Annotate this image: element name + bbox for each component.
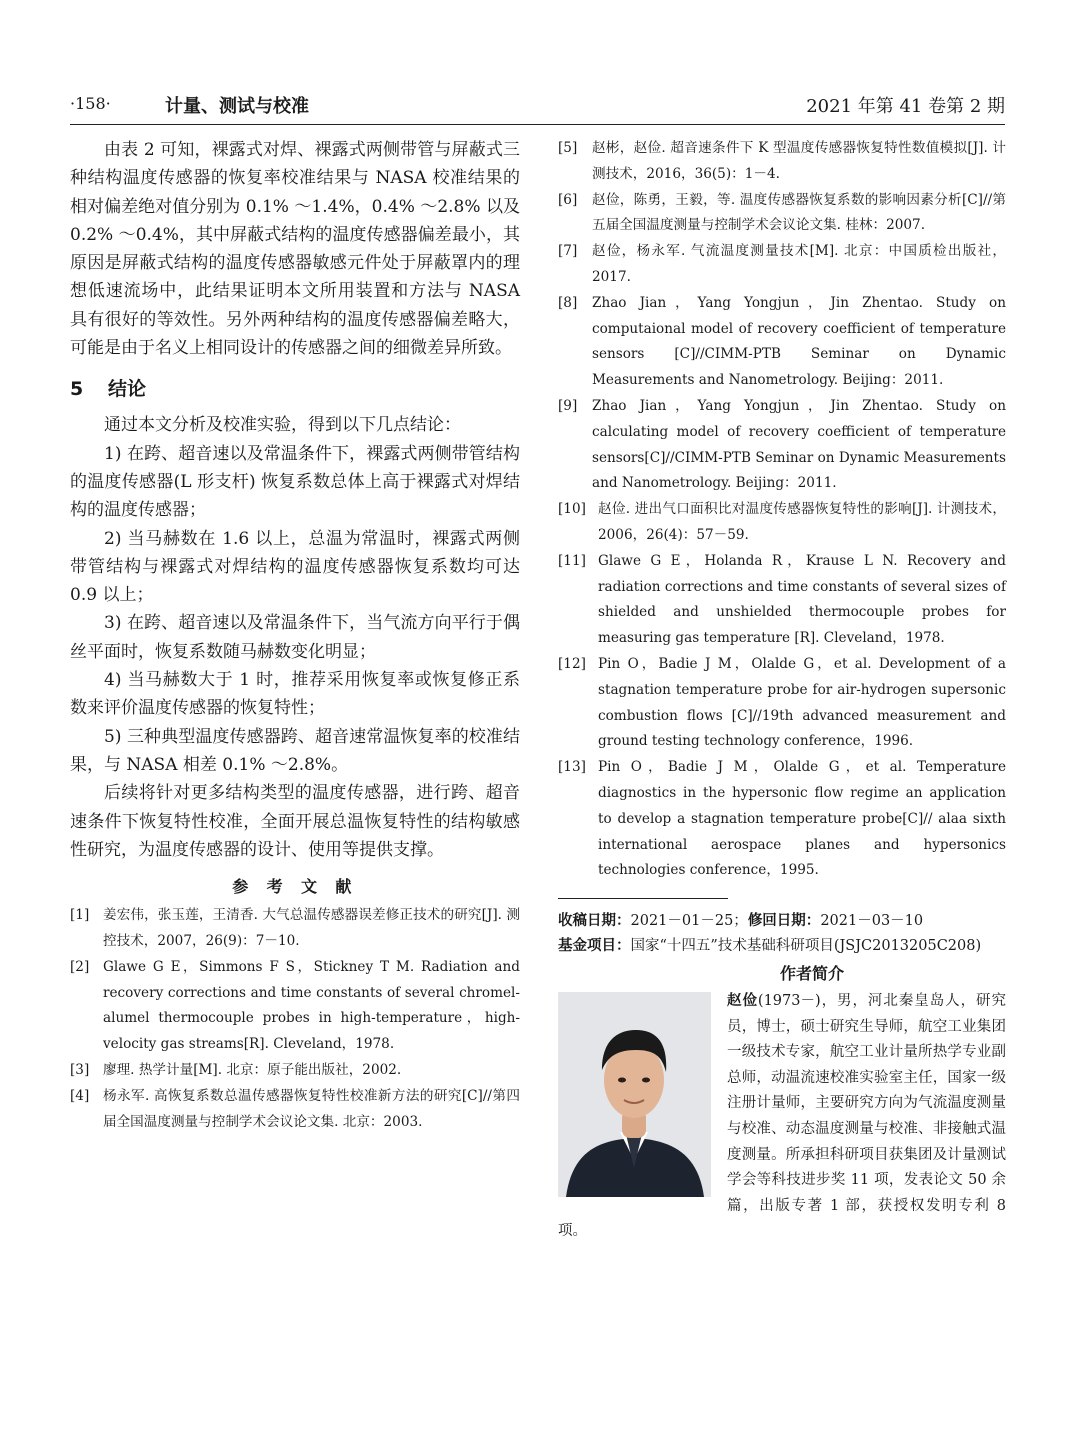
- reference-number: [4]: [70, 1087, 90, 1104]
- conclusion-intro: 通过本文分析及校准实验，得到以下几点结论：: [104, 415, 461, 436]
- received-label: 收稿日期：: [558, 913, 631, 930]
- reference-item: [558, 394, 1006, 497]
- reference-text: 杨永军. 高恢复系数总温传感器恢复特性校准新方法的研究[C]//第四届全国温度测量与控制学术会议论文集. 北京：2003.: [103, 1087, 520, 1130]
- reference-number: [11]: [558, 552, 586, 569]
- reference-item: [70, 1084, 520, 1136]
- author-bio-text: (1973－)，男，河北秦皇岛人，研究员，博士，硕士研究生导师，航空工业集团一级技术专家，航空工业计量所热学专业副总师，动温流速校准实验室主任，国家一级注册计量师，主要研究方向为气流温度测量与校准、动态温度测量与校准、非接触式温度测量。所承担科研项目获集团及计量测试学会等科技进步奖 11 项，发表论文 50 余篇，出版专著 1 部，获授权发明专利 8 项。: [558, 993, 1007, 1240]
- reference-number: [2]: [70, 958, 90, 975]
- fund-line: [558, 934, 1006, 959]
- fund-label: 基金项目：: [558, 938, 631, 955]
- reference-item: [558, 291, 1006, 394]
- reference-text: 赵俭，陈勇，王毅，等. 温度传感器恢复系数的影响因素分析[C]//第五届全国温度测量与控制学术会议论文集. 桂林：2007.: [592, 191, 1006, 234]
- page-header: [70, 88, 1005, 125]
- section-title: 结论: [108, 378, 147, 401]
- intro-paragraph: 由表 2 可知，裸露式对焊、裸露式两侧带管与屏蔽式三种结构温度传感器的恢复率校准结果与 NASA 校准结果的相对偏差绝对值分别为 0.1% ～1.4%，0.4% ～2.8% 以及 0.2% ～0.4%，其中屏蔽式结构的温度传感器偏差最小，其原因是屏蔽式结构的温度传感器敏感元件处于屏蔽罩内的理想低速流场中，此结果证明本文所用装置和方法与 NASA 具有很好的等效性。另外两种结构的温度传感器偏差略大，可能是由于名义上相同设计的传感器之间的细微差异所致。: [70, 140, 520, 359]
- reference-number: [6]: [558, 191, 578, 208]
- conclusion-point-4: 4) 当马赫数大于 1 时，推荐采用恢复率或恢复修正系数来评价温度传感器的恢复特性；: [70, 670, 520, 719]
- reference-item: [558, 652, 1006, 755]
- reference-item: [70, 1058, 520, 1084]
- footnote-divider: [558, 898, 728, 899]
- author-portrait-icon: [558, 992, 711, 1197]
- reference-item: [70, 903, 520, 955]
- section-number: 5: [70, 378, 84, 401]
- reference-text: Glawe G E，Holanda R，Krause L N. Recovery and radiation corrections and time constants of several sizes of shielded and unshielded thermocouple probes for measuring gas temperature [R]. Cleveland，1978.: [598, 552, 1006, 647]
- references-heading: 参 考 文 献: [232, 877, 358, 897]
- reference-item: [558, 188, 1006, 240]
- reference-item: [558, 549, 1006, 652]
- reference-text: Glawe G E，Simmons F S，Stickney T M. Radiation and recovery corrections and time constants of several chromel-alumel thermocouple probes in high-temperature，high-velocity gas streams[R]. Cleveland，1978.: [103, 958, 520, 1053]
- closing-paragraph: 后续将针对更多结构类型的温度传感器，进行跨、超音速条件下恢复特性校准，全面开展总温恢复特性的结构敏感性研究，为温度传感器的设计、使用等提供支撑。: [70, 783, 520, 860]
- reference-text: 赵俭，杨永军. 气流温度测量技术[M]. 北京：中国质检出版社，2017.: [592, 243, 1006, 285]
- reference-item: [558, 497, 1006, 549]
- reference-text: 赵俭. 进出气口面积比对温度传感器恢复特性的影响[J]. 计测技术，2006，26(4)：57－59.: [598, 501, 1006, 543]
- author-block: [558, 988, 1006, 1245]
- fund-text: 国家“十四五”技术基础科研项目(JSJC2013205C208): [630, 938, 982, 955]
- reference-item: [558, 239, 1006, 291]
- reference-text: 廖理. 热学计量[M]. 北京：原子能出版社，2002.: [103, 1061, 402, 1078]
- reference-number: [9]: [558, 397, 578, 414]
- author-photo: [558, 992, 711, 1197]
- conclusion-point-5: 5) 三种典型温度传感器跨、超音速常温恢复率的校准结果，与 NASA 相差 0.1% ～2.8%。: [70, 726, 520, 775]
- section-heading: [70, 374, 520, 401]
- dates-line: [558, 909, 1006, 934]
- conclusion-point-1: 1) 在跨、超音速以及常温条件下，裸露式两侧带管结构的温度传感器(L 形支杆) 恢复系数总体上高于裸露式对焊结构的温度传感器；: [70, 443, 520, 521]
- reference-number: [8]: [558, 294, 578, 311]
- revised-label: 修回日期：: [747, 913, 821, 930]
- reference-text: Zhao Jian，Yang Yongjun，Jin Zhentao. Study on computaional model of recovery coefficient of temperature sensors [C]//CIMM-PTB Seminar on Dynamic Measurements and Nanometrology. Beijing：2011.: [592, 294, 1006, 389]
- reference-number: [13]: [558, 759, 586, 776]
- reference-text: 赵彬，赵俭. 超音速条件下 K 型温度传感器恢复特性数值模拟[J]. 计测技术，2016，36(5)：1－4.: [592, 140, 1006, 182]
- reference-text: 姜宏伟，张玉莲，王清香. 大气总温传感器误差修正技术的研究[J]. 测控技术，2007，26(9)：7－10.: [103, 907, 520, 949]
- journal-title: 计量、测试与校准: [165, 96, 309, 117]
- right-column: [558, 136, 1006, 1245]
- reference-item: [558, 136, 1006, 188]
- reference-number: [7]: [558, 243, 578, 260]
- reference-number: [12]: [558, 655, 586, 672]
- conclusion-point-3: 3) 在跨、超音速以及常温条件下，当气流方向平行于偶丝平面时，恢复系数随马赫数变化明显；: [70, 613, 520, 662]
- reference-number: [10]: [558, 501, 586, 518]
- reference-text: Pin O，Badie J M，Olalde G，et al. Development of a stagnation temperature probe for air-hydrogen supersonic combustion flows [C]//19th advanced measurement and ground testing technology conference，1996.: [598, 655, 1006, 750]
- conclusion-point-2: 2) 当马赫数在 1.6 以上，总温为常温时，裸露式两侧带管结构与裸露式对焊结构的温度传感器恢复系数均可达 0.9 以上；: [70, 528, 520, 606]
- reference-number: [5]: [558, 140, 578, 156]
- page-number: ·158·: [70, 94, 111, 113]
- received-date: 2021－01－25；: [630, 913, 748, 930]
- revised-date: 2021－03－10: [820, 913, 924, 930]
- reference-text: Pin O，Badie J M，Olalde G，et al. Temperature diagnostics in the hypersonic flow regime an application to develop a stagnation temperature probe[C]// alaa sixth international aerospace planes and hypersonics technologies conference，1995.: [598, 759, 1006, 879]
- author-name: 赵俭: [727, 992, 758, 1010]
- author-heading: 作者简介: [779, 964, 844, 984]
- reference-number: [3]: [70, 1061, 90, 1078]
- issue-info: 2021 年第 41 卷第 2 期: [806, 96, 1005, 117]
- reference-item: [558, 755, 1006, 884]
- left-column: [70, 136, 520, 1135]
- reference-item: [70, 955, 520, 1058]
- reference-number: [1]: [70, 907, 90, 924]
- reference-text: Zhao Jian，Yang Yongjun，Jin Zhentao. Study on calculating model of recovery coefficient of temperature sensors[C]//CIMM-PTB Seminar on Dynamic Measurements and Nanometrology. Beijing：2011.: [592, 397, 1006, 492]
